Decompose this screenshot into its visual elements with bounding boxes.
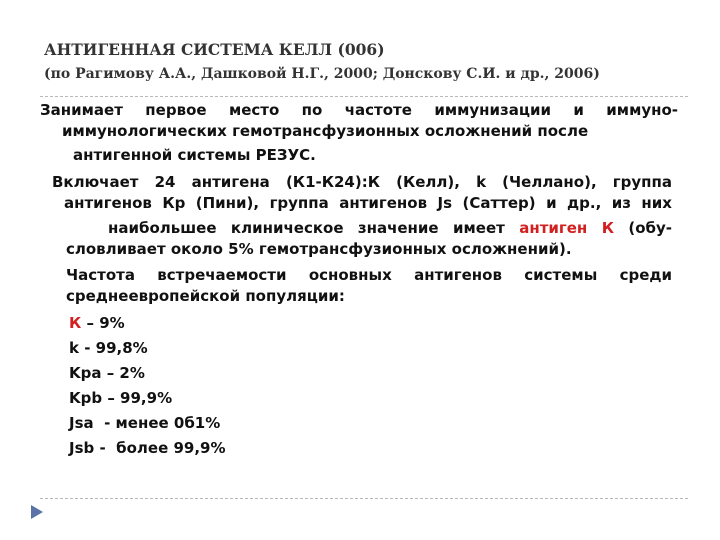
header-divider: [40, 96, 688, 97]
text-span: наибольшее клиническое значение имеет: [108, 219, 505, 237]
paragraph-line: [66, 218, 672, 239]
antigen-frequency: - более 99,9%: [94, 439, 226, 457]
paragraph-frequency: [0, 265, 720, 307]
list-item: [69, 436, 720, 461]
antigen-name: k: [69, 339, 79, 357]
list-item: [69, 336, 720, 361]
slide-header: [44, 40, 684, 84]
list-item: [69, 361, 720, 386]
list-item: [69, 311, 720, 336]
antigen-frequency: – 9%: [81, 314, 125, 332]
antigen-name: Jsb: [69, 439, 95, 457]
slide-subtitle: (по Рагимову А.А., Дашковой Н.Г., 2000; Донскову С.И. и др., 2006): [44, 66, 600, 82]
antigen-frequency: - менее 0б1%: [93, 414, 221, 432]
antigen-name: Kpb: [69, 389, 103, 407]
antigen-frequency: – 99,9%: [102, 389, 173, 407]
paragraph-line: среднеевропейской популяции:: [66, 287, 345, 305]
slide-title: АНТИГЕННАЯ СИСТЕМА КЕЛЛ (006): [44, 40, 385, 59]
antigen-frequency: – 2%: [101, 364, 145, 382]
paragraph-line: Включает 24 антигена (К1-К24):К (Келл), k (Челлано), группа: [52, 173, 672, 191]
footer-divider: [40, 498, 688, 499]
paragraph-antigens: [0, 172, 720, 214]
frequency-list: [0, 311, 720, 461]
antigen-frequency: - 99,8%: [78, 339, 148, 357]
text-span: (обу-: [628, 219, 673, 237]
antigen-name: Jsa: [69, 414, 94, 432]
paragraph-line: антигенной системы РЕЗУС.: [73, 146, 316, 164]
paragraph-clinical: [0, 218, 720, 260]
paragraph-line: антигенов Кр (Пини), группа антигенов Js (Саттер) и др., из них: [64, 194, 672, 212]
paragraph-line: Частота встречаемости основных антигенов системы среди: [66, 266, 672, 284]
list-item: [69, 386, 720, 411]
paragraph-immunization: [0, 100, 720, 142]
antigen-name: К: [69, 314, 82, 332]
highlight-antigen-k: антиген К: [519, 219, 614, 237]
slide-body: [0, 100, 720, 461]
paragraph-line: словливает около 5% гемотрансфузионных осложнений).: [66, 240, 572, 258]
list-item: [69, 411, 720, 436]
antigen-name: Kpa: [69, 364, 102, 382]
play-triangle-icon[interactable]: [30, 504, 44, 524]
paragraph-line: иммунологических гемотрансфузионных осложнений после: [62, 122, 589, 140]
paragraph-line: Занимает первое место по частоте иммунизации и иммуно-: [40, 101, 678, 119]
